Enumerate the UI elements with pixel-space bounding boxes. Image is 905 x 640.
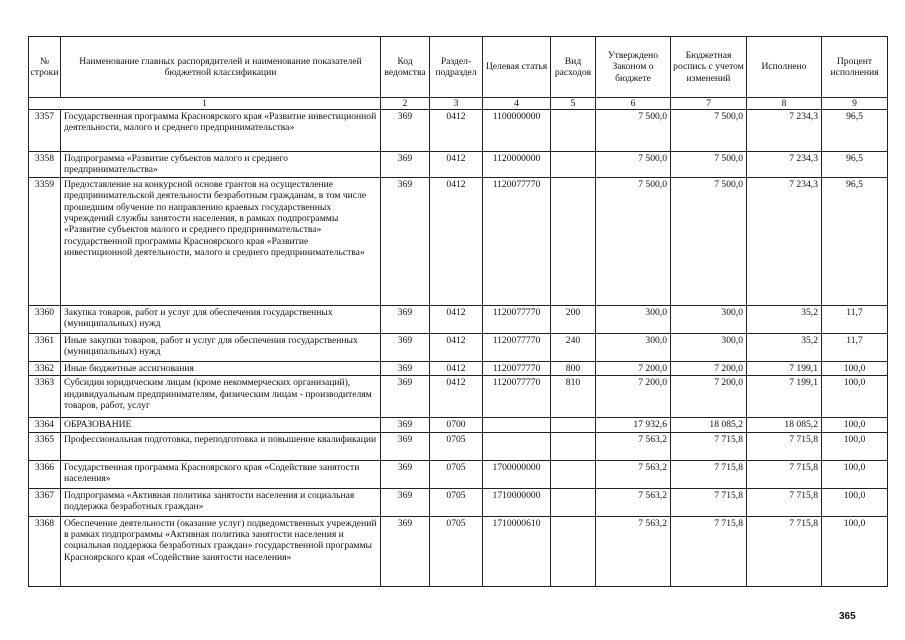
row-executed: 7 199,1 (747, 376, 822, 418)
row-target (483, 432, 551, 460)
table-row (29, 488, 888, 516)
row-target: 1710000610 (483, 516, 551, 586)
row-target: 1710000000 (483, 488, 551, 516)
table-row (29, 110, 888, 152)
row-approved: 7 500,0 (596, 110, 671, 152)
page-number: 365 (839, 611, 856, 622)
row-budget: 7 200,0 (671, 376, 747, 418)
row-executed: 7 234,3 (747, 110, 822, 152)
row-budget: 7 715,8 (671, 516, 747, 586)
row-exp-type (551, 110, 596, 152)
row-percent: 96,5 (822, 178, 888, 306)
column-number: 8 (747, 98, 822, 110)
row-number: 3358 (29, 152, 61, 178)
header-row (29, 37, 888, 98)
row-exp-type: 200 (551, 306, 596, 334)
row-percent: 100,0 (822, 432, 888, 460)
row-exp-type (551, 432, 596, 460)
table-row (29, 306, 888, 334)
header-target: Целевая статья (483, 37, 551, 98)
header-percent: Процент исполнения (822, 37, 888, 98)
row-executed: 35,2 (747, 306, 822, 334)
row-target: 1120077770 (483, 376, 551, 418)
row-percent: 100,0 (822, 362, 888, 376)
row-section: 0412 (430, 178, 483, 306)
row-name: Закупка товаров, работ и услуг для обеспечения государственных (муниципальных) нужд (61, 306, 381, 334)
table-row (29, 432, 888, 460)
row-executed: 7 715,8 (747, 516, 822, 586)
row-target: 1120077770 (483, 178, 551, 306)
row-exp-type (551, 418, 596, 432)
row-percent: 11,7 (822, 334, 888, 362)
row-target: 1120077770 (483, 334, 551, 362)
row-dept: 369 (381, 110, 430, 152)
row-budget: 7 715,8 (671, 488, 747, 516)
row-executed: 7 234,3 (747, 152, 822, 178)
row-executed: 7 715,8 (747, 460, 822, 488)
row-approved: 7 500,0 (596, 152, 671, 178)
row-exp-type (551, 152, 596, 178)
header-executed: Исполнено (747, 37, 822, 98)
table-row (29, 362, 888, 376)
column-number: 5 (551, 98, 596, 110)
column-number: 2 (381, 98, 430, 110)
row-number: 3368 (29, 516, 61, 586)
row-dept: 369 (381, 306, 430, 334)
column-number: 9 (822, 98, 888, 110)
header-row-no: № строки (29, 37, 61, 98)
row-number: 3363 (29, 376, 61, 418)
row-executed: 7 234,3 (747, 178, 822, 306)
row-dept: 369 (381, 516, 430, 586)
header-dept: Код ведомства (381, 37, 430, 98)
row-executed: 18 085,2 (747, 418, 822, 432)
row-percent: 100,0 (822, 488, 888, 516)
row-budget: 18 085,2 (671, 418, 747, 432)
row-percent: 100,0 (822, 376, 888, 418)
row-section: 0412 (430, 362, 483, 376)
row-dept: 369 (381, 334, 430, 362)
row-section: 0412 (430, 306, 483, 334)
header-budget: Бюджетная роспись с учетом изменений (671, 37, 747, 98)
column-number: 4 (483, 98, 551, 110)
row-name: Обеспечение деятельности (оказание услуг) подведомственных учреждений в рамках подпрограммы «Активная политика занятости населения и социальная поддержка безработных граждан» государственной программы Красноярского края «Содействие занятости населения» (61, 516, 381, 586)
row-percent: 11,7 (822, 306, 888, 334)
row-exp-type: 240 (551, 334, 596, 362)
row-section: 0705 (430, 460, 483, 488)
table-row (29, 418, 888, 432)
header-approved: Утверждено Законом о бюджете (596, 37, 671, 98)
row-percent: 100,0 (822, 460, 888, 488)
row-budget: 300,0 (671, 306, 747, 334)
row-target: 1120077770 (483, 306, 551, 334)
column-number: 6 (596, 98, 671, 110)
header-exp-type: Вид расходов (551, 37, 596, 98)
row-dept: 369 (381, 362, 430, 376)
row-exp-type (551, 488, 596, 516)
row-dept: 369 (381, 418, 430, 432)
row-dept: 369 (381, 432, 430, 460)
row-percent: 100,0 (822, 516, 888, 586)
table-row (29, 152, 888, 178)
row-number: 3366 (29, 460, 61, 488)
row-executed: 7 199,1 (747, 362, 822, 376)
row-budget: 7 500,0 (671, 178, 747, 306)
row-approved: 7 563,2 (596, 432, 671, 460)
row-executed: 7 715,8 (747, 488, 822, 516)
row-exp-type: 810 (551, 376, 596, 418)
row-number: 3360 (29, 306, 61, 334)
row-dept: 369 (381, 178, 430, 306)
row-name: Государственная программа Красноярского края «Содействие занятости населения» (61, 460, 381, 488)
row-section: 0705 (430, 516, 483, 586)
row-budget: 7 715,8 (671, 460, 747, 488)
row-section: 0412 (430, 110, 483, 152)
row-dept: 369 (381, 488, 430, 516)
row-approved: 17 932,6 (596, 418, 671, 432)
row-number: 3361 (29, 334, 61, 362)
row-target: 1120077770 (483, 362, 551, 376)
row-section: 0412 (430, 376, 483, 418)
row-approved: 7 200,0 (596, 376, 671, 418)
budget-execution-table (28, 36, 888, 587)
row-executed: 35,2 (747, 334, 822, 362)
row-percent: 100,0 (822, 418, 888, 432)
row-budget: 300,0 (671, 334, 747, 362)
table-row (29, 376, 888, 418)
row-exp-type (551, 516, 596, 586)
table-row (29, 460, 888, 488)
row-exp-type (551, 460, 596, 488)
header-name: Наименование главных распорядителей и наименование показателей бюджетной классификации (61, 37, 381, 98)
row-approved: 7 200,0 (596, 362, 671, 376)
row-target: 1700000000 (483, 460, 551, 488)
row-target: 1120000000 (483, 152, 551, 178)
header-section: Раздел-подраздел (430, 37, 483, 98)
row-dept: 369 (381, 376, 430, 418)
row-name: Иные закупки товаров, работ и услуг для обеспечения государственных (муниципальных) нужд (61, 334, 381, 362)
row-section: 0705 (430, 432, 483, 460)
column-number: 7 (671, 98, 747, 110)
row-target (483, 418, 551, 432)
row-number: 3359 (29, 178, 61, 306)
row-section: 0700 (430, 418, 483, 432)
row-approved: 7 563,2 (596, 488, 671, 516)
row-approved: 7 500,0 (596, 178, 671, 306)
table-row (29, 516, 888, 586)
row-name: Субсидии юридическим лицам (кроме некоммерческих организаций), индивидуальным предпринимателям, физическим лицам - производителям товаров, работ, услуг (61, 376, 381, 418)
table-row (29, 334, 888, 362)
column-number-row (29, 98, 888, 110)
row-number: 3365 (29, 432, 61, 460)
row-section: 0705 (430, 488, 483, 516)
row-percent: 96,5 (822, 110, 888, 152)
row-budget: 7 715,8 (671, 432, 747, 460)
row-name: Государственная программа Красноярского края «Развитие инвестиционной деятельности, малого и среднего предпринимательства» (61, 110, 381, 152)
row-name: Подпрограмма «Развитие субъектов малого и среднего предпринимательства» (61, 152, 381, 178)
row-dept: 369 (381, 460, 430, 488)
row-name: ОБРАЗОВАНИЕ (61, 418, 381, 432)
row-target: 1100000000 (483, 110, 551, 152)
row-dept: 369 (381, 152, 430, 178)
row-budget: 7 200,0 (671, 362, 747, 376)
row-approved: 7 563,2 (596, 516, 671, 586)
row-approved: 300,0 (596, 306, 671, 334)
row-number: 3357 (29, 110, 61, 152)
row-number: 3367 (29, 488, 61, 516)
row-name: Иные бюджетные ассигнования (61, 362, 381, 376)
row-budget: 7 500,0 (671, 110, 747, 152)
column-number: 3 (430, 98, 483, 110)
row-number: 3364 (29, 418, 61, 432)
row-approved: 300,0 (596, 334, 671, 362)
table-row (29, 178, 888, 306)
row-budget: 7 500,0 (671, 152, 747, 178)
row-percent: 96,5 (822, 152, 888, 178)
table-body (29, 110, 888, 587)
row-name: Подпрограмма «Активная политика занятости населения и социальная поддержка безработных граждан» (61, 488, 381, 516)
row-section: 0412 (430, 152, 483, 178)
row-number: 3362 (29, 362, 61, 376)
row-name: Предоставление на конкурсной основе грантов на осуществление предпринимательской деятельности безработным гражданам, в том числе прошедшим обучение по направлению краевых государственных учреждений службы занятости населения, в рамках подпрограммы «Развитие субъектов малого и среднего предпринимательства» государственной программы Красноярского края «Развитие инвестиционной деятельности, малого и среднего предпринимательства» (61, 178, 381, 306)
row-exp-type (551, 178, 596, 306)
row-section: 0412 (430, 334, 483, 362)
row-executed: 7 715,8 (747, 432, 822, 460)
column-number: 1 (29, 98, 381, 110)
row-name: Профессиональная подготовка, переподготовка и повышение квалификации (61, 432, 381, 460)
row-approved: 7 563,2 (596, 460, 671, 488)
row-exp-type: 800 (551, 362, 596, 376)
